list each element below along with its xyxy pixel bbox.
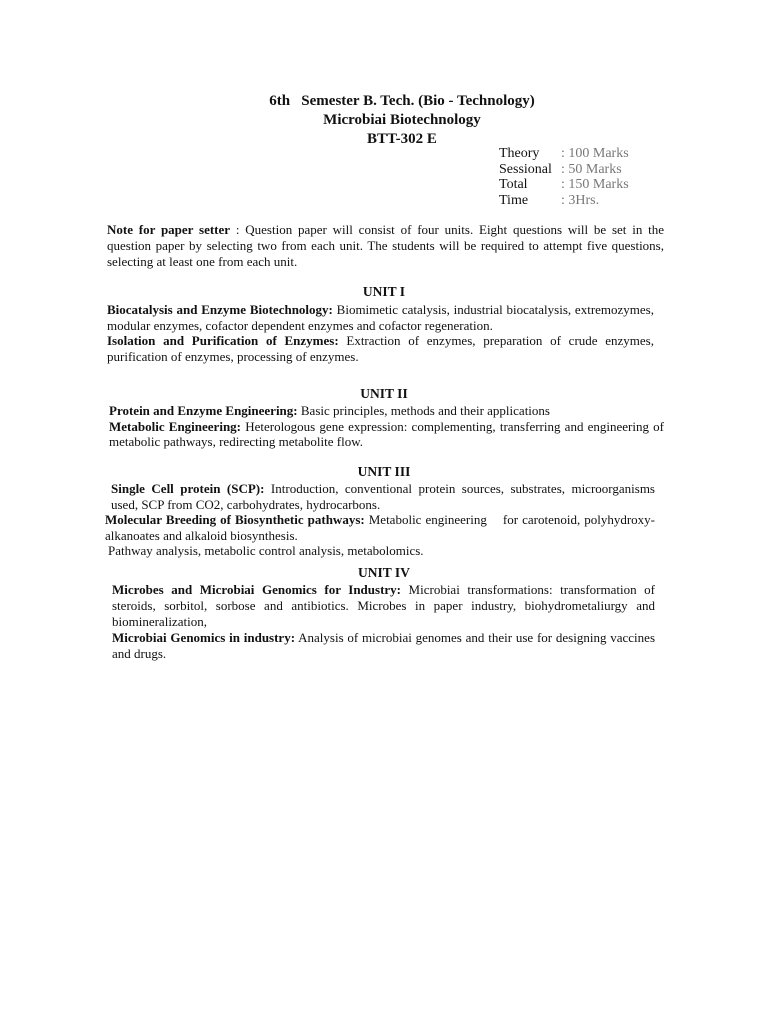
marks-value: : 3Hrs. bbox=[561, 192, 600, 208]
topic-paragraph bbox=[112, 582, 655, 630]
course-code: BTT-302 E bbox=[367, 131, 437, 147]
marks-row bbox=[499, 193, 629, 209]
topic-text: Microbiai transformations: transformation of steroids, sorbitol, sorbose and antibiotics. Microbes in paper industry, biohydrometaliurgy and biomineralization, bbox=[112, 582, 655, 629]
unit-heading: UNIT IV bbox=[358, 565, 410, 580]
note-label: Note for paper setter bbox=[107, 222, 231, 237]
topic-label: Metabolic Engineering: bbox=[109, 418, 242, 434]
topic-label: Microbes and Microbiai Genomics for Industry: bbox=[112, 582, 402, 597]
topic-paragraph bbox=[105, 481, 655, 512]
marks-value: : 100 Marks bbox=[561, 146, 629, 161]
marks-label: Sessional bbox=[499, 161, 552, 177]
marks-value: : 50 Marks bbox=[561, 161, 622, 177]
unit-content bbox=[109, 403, 664, 450]
topic-paragraph bbox=[109, 419, 664, 450]
topic-label: Isolation and Purification of Enzymes: bbox=[107, 333, 339, 348]
marks-table bbox=[499, 146, 629, 208]
unit-content bbox=[105, 481, 655, 559]
topic-text: Heterologous gene expression: complementing, transferring and engineering of metabolic pathways, redirecting metabolite flow. bbox=[109, 418, 664, 449]
marks-row bbox=[499, 146, 629, 162]
note-paragraph bbox=[107, 222, 664, 270]
course-header bbox=[0, 92, 768, 149]
topic-paragraph bbox=[107, 333, 654, 364]
topic-label: Microbiai Genomics in industry: bbox=[112, 630, 296, 645]
note-text: : Question paper will consist of four units. Eight questions will be set in the question paper by selecting two from each unit. The students will be required to attempt five questions, selecting at least one from each unit. bbox=[107, 222, 664, 269]
unit-heading: UNIT II bbox=[360, 386, 408, 401]
unit-heading: UNIT I bbox=[362, 284, 406, 299]
marks-row bbox=[499, 177, 629, 193]
topic-text: Metabolic engineering for carotenoid, polyhydroxy-alkanoates and alkaloid biosynthesis. bbox=[105, 512, 656, 543]
unit-content bbox=[112, 582, 655, 662]
topic-paragraph bbox=[109, 403, 664, 419]
topic-label: Molecular Breeding of Biosynthetic pathways: bbox=[105, 512, 365, 527]
topic-text: Introduction, conventional protein sources, substrates, microorganisms used, SCP from CO2, carbohydrates, hydrocarbons. bbox=[111, 481, 655, 512]
marks-label: Total bbox=[499, 177, 528, 192]
course-title: Microbiai Biotechnology bbox=[323, 112, 481, 128]
marks-value: : 150 Marks bbox=[561, 177, 629, 192]
unit-content bbox=[107, 302, 654, 364]
topic-paragraph bbox=[107, 302, 654, 333]
unit-heading: UNIT III bbox=[357, 464, 411, 479]
marks-label: Time bbox=[499, 192, 529, 208]
topic-text: Biomimetic catalysis, industrial biocatalysis, extremozymes, modular enzymes, cofactor dependent enzymes and cofactor regeneration. bbox=[107, 302, 654, 333]
topic-paragraph bbox=[105, 512, 655, 543]
marks-label: Theory bbox=[499, 146, 540, 161]
topic-paragraph bbox=[105, 543, 655, 559]
semester-title: 6th Semester B. Tech. (Bio - Technology) bbox=[269, 93, 535, 109]
marks-row bbox=[499, 162, 629, 178]
topic-text: Extraction of enzymes, preparation of crude enzymes, purification of enzymes, processing of enzymes. bbox=[107, 333, 654, 364]
topic-text: Analysis of microbiai genomes and their use for designing vaccines and drugs. bbox=[112, 630, 656, 661]
topic-label: Biocatalysis and Enzyme Biotechnology: bbox=[107, 302, 333, 317]
topic-label: Single Cell protein (SCP): bbox=[111, 481, 265, 496]
topic-paragraph bbox=[112, 630, 655, 662]
topic-text: Basic principles, methods and their applications bbox=[297, 403, 550, 418]
topic-text: Pathway analysis, metabolic control analysis, metabolomics. bbox=[108, 543, 424, 558]
topic-label: Protein and Enzyme Engineering: bbox=[109, 403, 298, 418]
